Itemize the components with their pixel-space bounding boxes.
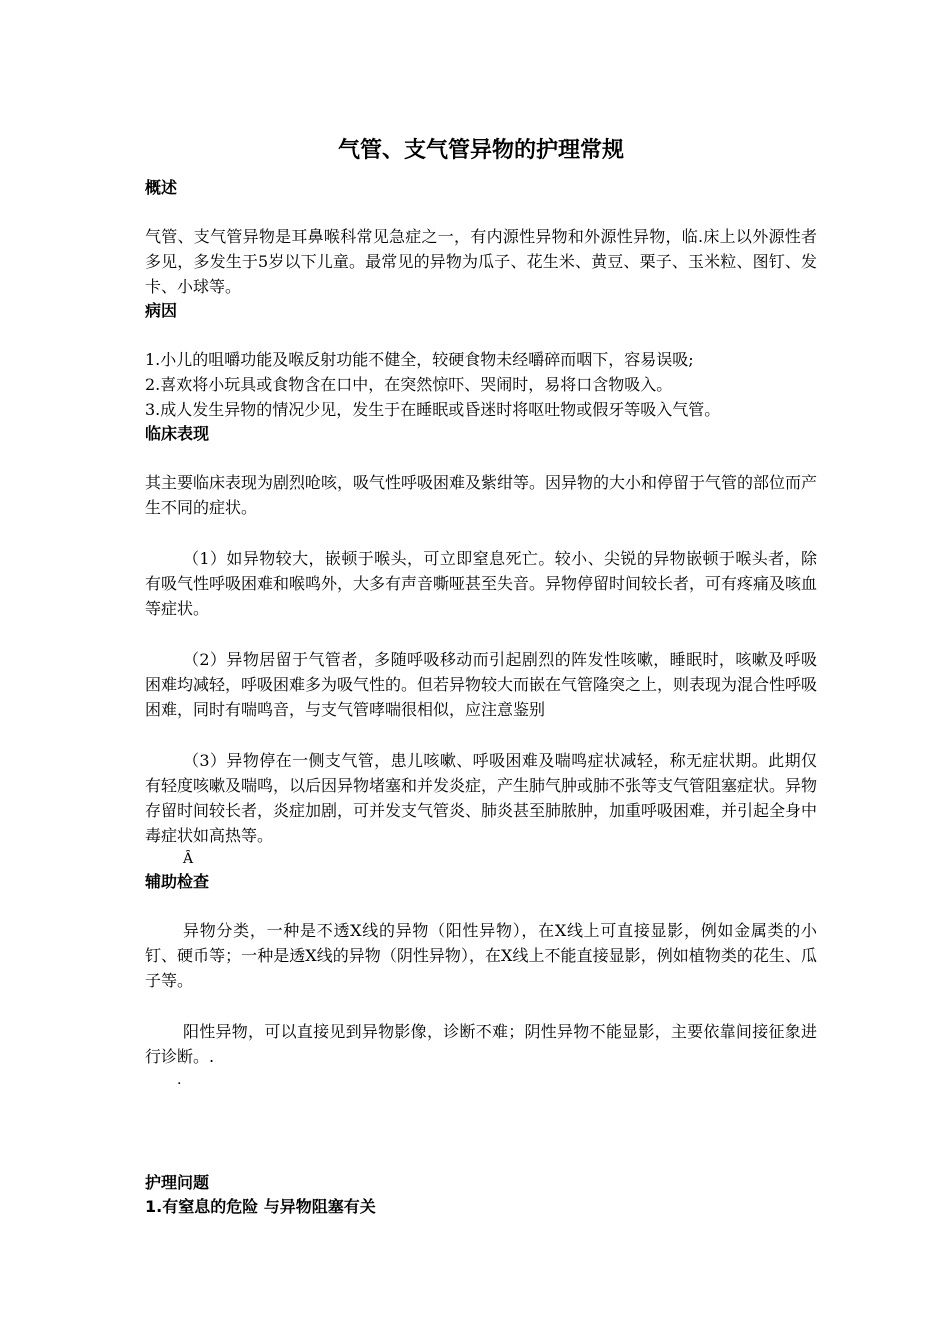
section-heading-nursing: 护理问题 [145,1173,210,1192]
document-title: 气管、支气管异物的护理常规 [337,138,624,163]
section-heading-exam: 辅助检查 [145,872,210,891]
clinical-paragraph-3: （3）异物停在一侧支气管，患儿咳嗽、呼吸困难及喘鸣症状减轻，称无症状期。此期仅有轻度咳嗽及喘鸣，以后因异物堵塞和并发炎症，产生肺气肿或肺不张等支气管阻塞症状。异物存留时间较长者，炎症加剧，可并发支气管炎、肺炎甚至肺脓肿，加重呼吸困难，并引起全身中毒症状如高热等。 [145,751,818,845]
section-heading-cause: 病因 [145,301,178,320]
exam-paragraph-1: 异物分类，一种是不透X线的异物（阳性异物），在X线上可直接显影，例如金属类的小钉、硬币等；一种是透X线的异物（阴性异物），在X线上不能直接显影，例如植物类的花生、瓜子等。 [145,921,817,990]
stray-dot: . [177,1072,182,1088]
spacer [145,520,817,546]
spacer [145,993,817,1019]
spacer [145,200,817,224]
spacer [145,894,817,918]
stray-mark: Ȃ [183,851,194,867]
spacer [145,323,817,347]
spacer [145,621,817,647]
nursing-item-1: 1.有窒息的危险 与异物阻塞有关 [145,1197,376,1216]
spacer [145,446,817,470]
cause-item-2: 2.喜欢将小玩具或食物含在口中，在突然惊吓、哭闹时，易将口含物吸入。 [145,375,673,394]
spacer [145,1091,817,1171]
clinical-intro: 其主要临床表现为剧烈呛咳，吸气性呼吸困难及紫绀等。因异物的大小和停留于气管的部位而产生不同的症状。 [145,473,818,517]
clinical-paragraph-1: （1）如异物较大，嵌顿于喉头，可立即窒息死亡。较小、尖锐的异物嵌顿于喉头者，除有吸气性呼吸困难和喉鸣外，大多有声音嘶哑甚至失音。异物停留时间较长者，可有疼痛及咳血等症状。 [145,549,818,618]
spacer [145,722,817,748]
document-page [145,130,817,1219]
clinical-paragraph-2: （2）异物居留于气管者，多随呼吸移动而引起剧烈的阵发性咳嗽，睡眠时，咳嗽及呼吸困难均减轻，呼吸困难多为吸气性的。但若异物较大而嵌在气管隆突之上，则表现为混合性呼吸困难，同时有喘鸣音，与支气管哮喘很相似，应注意鉴别 [145,650,818,719]
cause-item-1: 1.小儿的咀嚼功能及喉反射功能不健全，较硬食物未经嚼碎而咽下，容易误吸; [145,350,694,369]
section-heading-clinical: 临床表现 [145,424,210,443]
overview-paragraph: 气管、支气管异物是耳鼻喉科常见急症之一，有内源性异物和外源性异物，临.床上以外源性者多见，多发生于5岁以下儿童。最常见的异物为瓜子、花生米、黄豆、栗子、玉米粒、图钉、发卡、小球等。 [145,227,817,296]
exam-paragraph-2: 阳性异物，可以直接见到异物影像，诊断不难；阴性异物不能显影，主要依靠间接征象进行诊断。. [145,1022,817,1066]
cause-item-3: 3.成人发生异物的情况少见，发生于在睡眠或昏迷时将呕吐物或假牙等吸入气管。 [145,400,721,419]
section-heading-overview: 概述 [145,178,178,197]
